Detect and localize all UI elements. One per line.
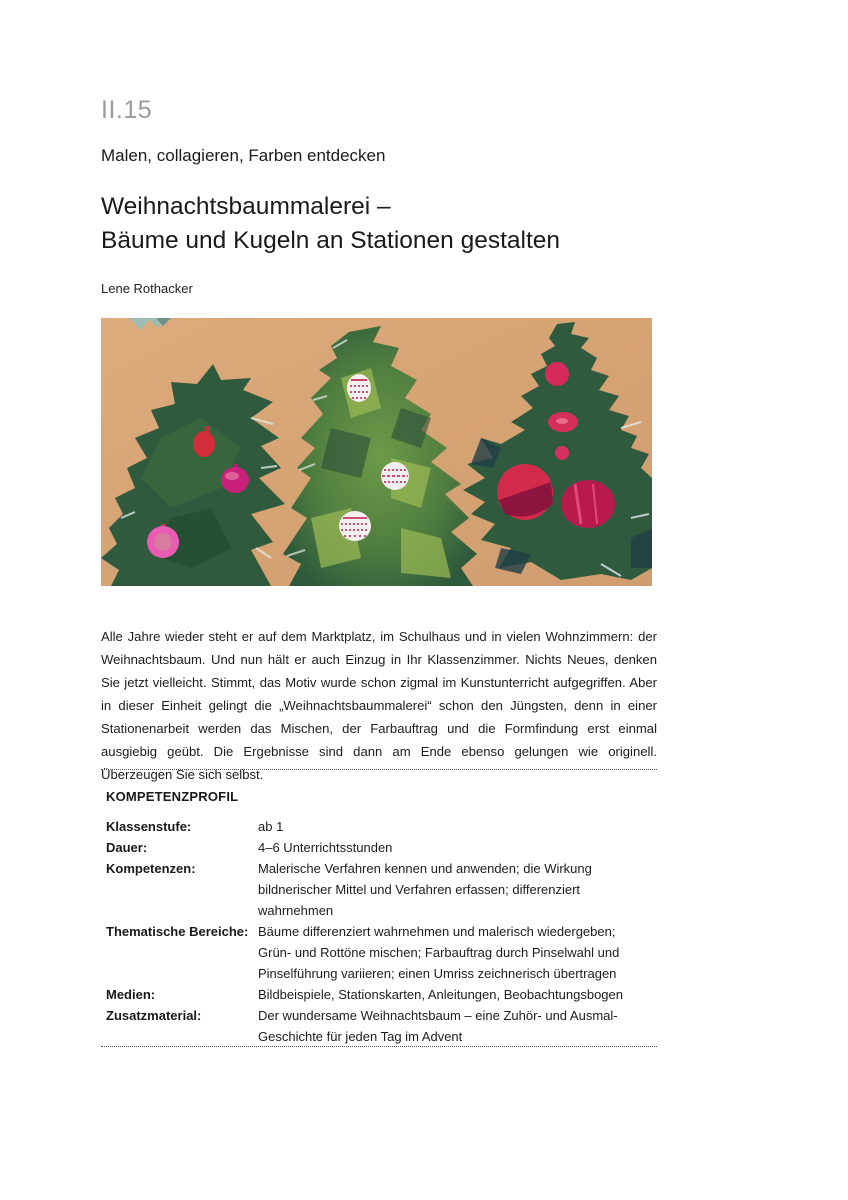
intro-paragraph: Alle Jahre wieder steht er auf dem Marktplatz, im Schulhaus und in vielen Wohnzimmern: der Weihnachtsbaum. Und nun hält er auch Einzug in Ihr Klassenzimmer. Nichts Neues, denken Sie jetzt vielleicht. Stimmt, das Motiv wurde schon zigmal im Kunstunterricht aufgegriffen. Aber in dieser Einheit gelingt die „Weihnachtsbaummalerei“ schon den Jüngsten, denn in einer Stationenarbeit werden das Mischen, der Farbauftrag und die Formfindung erst einmal ausgiebig geübt. Die Ergebnisse sind dann am Ende ebenso gelungen wie originell. Überzeugen Sie sich selbst. [101, 629, 657, 782]
profile-heading: KOMPETENZPROFIL [106, 789, 239, 804]
ornament-patterned [381, 462, 409, 490]
profile-label: Klassenstufe: [106, 819, 192, 834]
author-name: Lene Rothacker [101, 281, 193, 296]
profile-label: Medien: [106, 987, 156, 1002]
hero-image-christmas-trees [101, 318, 652, 586]
profile-row-themes [106, 921, 656, 984]
ornament-patterned [339, 511, 371, 541]
profile-row-media [106, 984, 656, 1005]
profile-label: Dauer: [106, 840, 148, 855]
profile-row-competences [106, 858, 656, 921]
profile-value: Bäume differenziert wahrnehmen und malerisch wiedergeben; Grün- und Rottöne mischen; Farbauftrag durch Pinselwahl und Pinselführung variieren; einen Umriss zeichnerisch übertragen [258, 924, 620, 981]
ornament-red [555, 446, 569, 460]
profile-row-extra-material [106, 1005, 656, 1047]
title-line-2: Bäume und Kugeln an Stationen gestalten [101, 227, 561, 254]
series-title: Malen, collagieren, Farben entdecken [101, 146, 386, 165]
dotted-divider [101, 769, 657, 770]
profile-value: 4–6 Unterrichtsstunden [258, 840, 393, 855]
ornament-large-red [561, 480, 615, 528]
profile-value: Bildbeispiele, Stationskarten, Anleitungen, Beobachtungsbogen [258, 987, 623, 1002]
profile-label: Thematische Bereiche: [106, 924, 249, 939]
ornament-red [545, 362, 569, 386]
profile-value: Der wundersame Weihnachtsbaum – eine Zuhör- und Ausmal-Geschichte für jeden Tag im Advent [258, 1008, 618, 1044]
profile-value: Malerische Verfahren kennen und anwenden; die Wirkung bildnerischer Mittel und Verfahren erfassen; differenziert wahrnehmen [258, 861, 592, 918]
profile-label: Zusatzmaterial: [106, 1008, 202, 1023]
competence-profile [106, 789, 656, 1047]
profile-row-grade [106, 816, 656, 837]
ornament-patterned [347, 374, 371, 402]
section-number: II.15 [101, 96, 153, 124]
title-line-1: Weihnachtsbaummalerei – [101, 193, 391, 220]
page-title [101, 190, 560, 258]
profile-label: Kompetenzen: [106, 861, 196, 876]
ornament-large-red [497, 464, 553, 520]
profile-row-duration [106, 837, 656, 858]
dotted-divider [101, 1046, 657, 1047]
profile-value: ab 1 [258, 819, 284, 834]
